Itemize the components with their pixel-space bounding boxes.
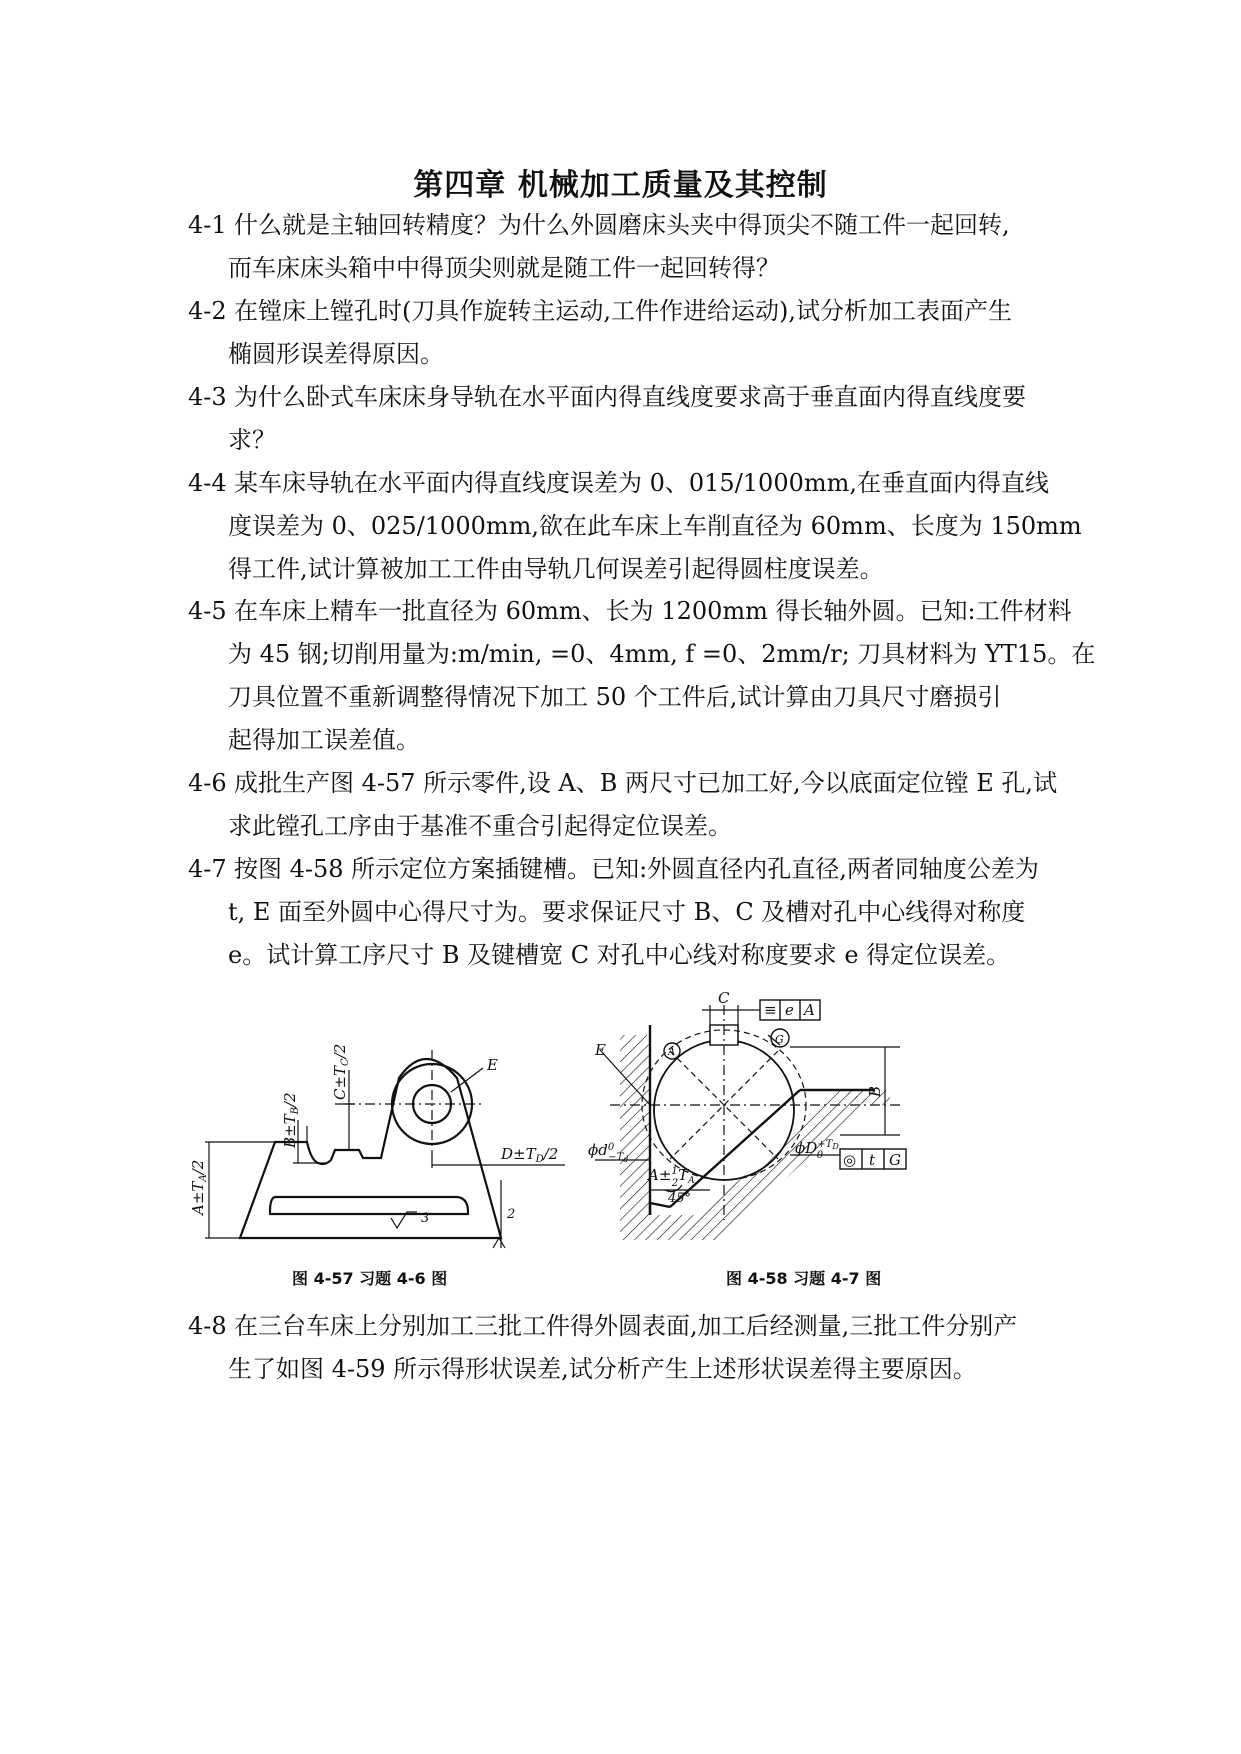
- label-angle: 45°: [668, 1191, 692, 1206]
- figure-4-57-caption: 图 4-57 习题 4-6 图: [292, 1269, 448, 1288]
- question-line: e。试计算工序尺寸 B 及键槽宽 C 对孔中心线对称度要求 e 得定位误差。: [228, 941, 1011, 969]
- label-a-frac: 1: [671, 1166, 678, 1177]
- question-4-5: [188, 590, 1096, 762]
- question-line: 得工件,试计算被加工工件由导轨几何误差引起得圆柱度误差。: [228, 555, 884, 583]
- label-a-sub: A: [688, 1176, 695, 1186]
- label-c: C±T: [331, 1065, 349, 1100]
- frame-t: t: [869, 1151, 876, 1169]
- label-d-sub: D: [535, 1154, 544, 1165]
- frame-a: A: [804, 1001, 815, 1019]
- question-4-4: [188, 462, 1082, 591]
- label-a-t: T: [678, 1166, 689, 1184]
- question-line: 求此镗孔工序由于基准不重合引起得定位误差。: [228, 812, 732, 840]
- label-a: A±: [648, 1166, 672, 1184]
- label-phi-D: ϕD: [795, 1139, 818, 1157]
- chapter-title: 第四章 机械加工质量及其控制: [413, 168, 828, 203]
- label-a-tail: /2: [189, 1159, 207, 1175]
- question-line: 起得加工误差值。: [228, 726, 420, 754]
- label-b-sub: B: [290, 1107, 301, 1115]
- question-number: 4-1: [188, 211, 227, 239]
- question-4-2: [188, 290, 1068, 376]
- label-phi-d-subsub: d: [623, 1155, 629, 1164]
- question-line: 在镗床上镗孔时(刀具作旋转主运动,工件作进给运动),试分析加工表面产生: [234, 297, 1012, 325]
- question-4-7: [188, 848, 1068, 977]
- figure-4-57: [185, 1020, 585, 1250]
- label-d: D±T: [501, 1145, 536, 1163]
- label-phi-D-sup: +T: [817, 1139, 833, 1150]
- svg-text:B±TB/2: [281, 1092, 301, 1149]
- question-line: 而车床床头箱中中得顶尖则就是随工件一起回转得？: [228, 254, 780, 282]
- symmetry-symbol: ≡: [764, 1001, 777, 1019]
- label-phi-d-sub: −T: [608, 1152, 624, 1163]
- question-number: 4-4: [188, 469, 227, 497]
- question-number: 4-3: [188, 383, 227, 411]
- label-phi-D-supsub: D: [832, 1142, 839, 1151]
- question-line: 度误差为 0、025/1000mm,欲在此车床上车削直径为 60mm、长度为 150mm: [228, 512, 1082, 540]
- frame-g: G: [889, 1151, 901, 1169]
- question-line: 成批生产图 4-57 所示零件,设 A、B 两尺寸已加工好,今以底面定位镗 E 孔,试: [234, 769, 1058, 797]
- question-number: 4-8: [188, 1312, 227, 1340]
- label-b: B: [866, 1085, 884, 1097]
- question-line: 什么就是主轴回转精度？为什么外圆磨床头夹中得顶尖不随工件一起回转,: [234, 211, 1010, 239]
- question-number: 4-6: [188, 769, 227, 797]
- label-d-tail: /2: [543, 1145, 559, 1163]
- label-e: E: [487, 1056, 498, 1074]
- label-c-sub: C: [340, 1058, 351, 1066]
- question-line: 生了如图 4-59 所示得形状误差,试分析产生上述形状误差得主要原因。: [228, 1355, 977, 1383]
- svg-text:A±TA/2: [189, 1160, 209, 1217]
- question-line: 按图 4-58 所示定位方案插键槽。已知:外圆直径内孔直径,两者同轴度公差为: [234, 855, 1039, 883]
- question-line: 在车床上精车一批直径为 60mm、长为 1200mm 得长轴外圆。已知:工件材料: [234, 597, 1072, 625]
- concentricity-symbol: ◎: [843, 1151, 857, 1169]
- circle-a: A: [668, 1047, 676, 1058]
- question-4-3: [188, 376, 1068, 462]
- figure-4-58-caption: 图 4-58 习题 4-7 图: [726, 1269, 882, 1288]
- label-roughness-2: 2: [507, 1207, 516, 1222]
- question-number: 4-5: [188, 597, 227, 625]
- label-b: B±T: [281, 1114, 299, 1148]
- label-c: C: [718, 989, 730, 1007]
- question-4-1: [188, 204, 1068, 290]
- question-line: 为 45 钢;切削用量为:m/min, =0、4mm, f =0、2mm/r; 刀具材料为 YT15。在: [228, 640, 1096, 668]
- question-4-8: [188, 1305, 1068, 1391]
- question-line: 椭圆形误差得原因。: [228, 340, 444, 368]
- question-number: 4-7: [188, 855, 227, 883]
- question-line: 在三台车床上分别加工三批工件得外圆表面,加工后经测量,三批工件分别产: [234, 1312, 1018, 1340]
- label-b-tail: /2: [281, 1092, 299, 1108]
- label-a: A±T: [189, 1181, 207, 1215]
- question-line: 为什么卧式车床床身导轨在水平面内得直线度要求高于垂直面内得直线度要: [234, 383, 1026, 411]
- label-phi-d: ϕd: [588, 1141, 608, 1159]
- label-a-frac2: 2: [671, 1178, 679, 1189]
- question-line: 某车床导轨在水平面内得直线度误差为 0、015/1000mm,在垂直面内得直线: [234, 469, 1050, 497]
- label-phi-d-sup: 0: [607, 1142, 615, 1153]
- question-line: t, E 面至外圆中心得尺寸为。要求保证尺寸 B、C 及槽对孔中心线得对称度: [228, 898, 1026, 926]
- question-4-6: [188, 762, 1068, 848]
- label-phi-D-sub: 0: [816, 1150, 824, 1161]
- label-a-sub: A: [198, 1174, 209, 1182]
- svg-text:C±TC/2: [331, 1044, 351, 1100]
- svg-text:D±TD/2: [500, 1145, 558, 1165]
- label-c-tail: /2: [331, 1043, 349, 1059]
- label-e: E: [595, 1041, 606, 1059]
- question-number: 4-2: [188, 297, 227, 325]
- svg-text:A±12TA: [646, 1166, 695, 1189]
- question-line: 刀具位置不重新调整得情况下加工 50 个工件后,试计算由刀具尺寸磨损引: [228, 683, 1002, 711]
- circle-g: G: [775, 1033, 784, 1046]
- question-line: 求？: [228, 426, 276, 454]
- frame-e: e: [785, 1001, 794, 1019]
- figure-4-57-drawing: [185, 1020, 585, 1250]
- label-roughness-3: 3: [421, 1211, 430, 1226]
